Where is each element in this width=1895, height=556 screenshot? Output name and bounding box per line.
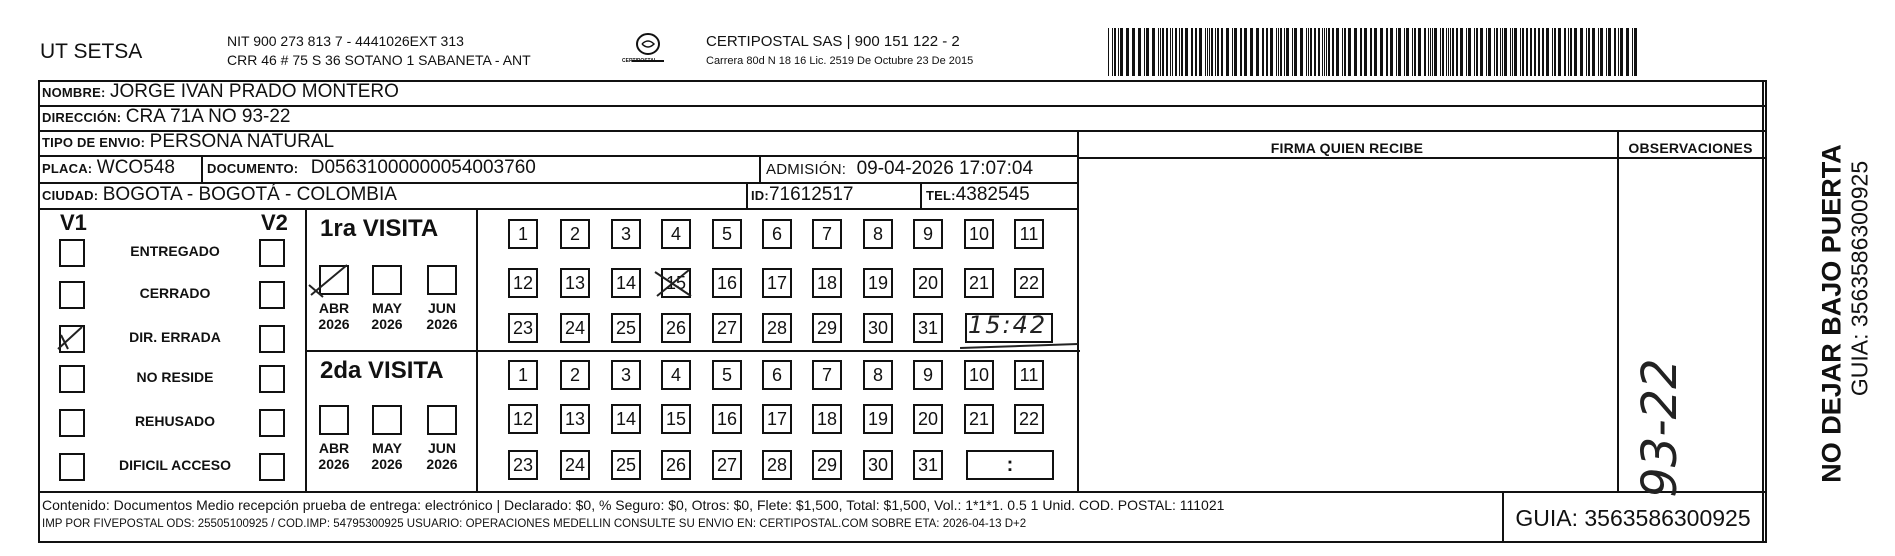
second-visit-day-box[interactable]: [863, 360, 893, 390]
side-line2: GUIA: 3563586300925: [1846, 160, 1873, 397]
month-name: ABR: [318, 440, 350, 456]
month-year: 2026: [426, 456, 458, 472]
day-number: 1: [517, 364, 528, 385]
first-visit-day-box[interactable]: [863, 268, 893, 298]
ciudad-cell: [42, 184, 397, 206]
first-visit-month-label: [365, 300, 409, 332]
status-label: CERRADO: [139, 285, 211, 301]
second-visit-day-box[interactable]: [1014, 360, 1044, 390]
v2-checkbox[interactable]: [259, 281, 285, 309]
nombre-label: NOMBRE:: [42, 85, 106, 100]
tipo-envio-label: TIPO DE ENVIO:: [42, 135, 146, 150]
day-number: 24: [564, 317, 586, 338]
day-number: 12: [512, 408, 534, 429]
day-number: 25: [615, 454, 637, 475]
day-number: 5: [721, 223, 732, 244]
barcode: [1108, 28, 1638, 76]
first-visit-day-box[interactable]: [661, 313, 691, 343]
first-visit-day-box[interactable]: [611, 219, 641, 249]
ciudad-label: CIUDAD:: [42, 188, 99, 203]
nit-line: NIT 900 273 813 7 - 4441026EXT 313: [227, 33, 464, 49]
day-number: 10: [968, 364, 990, 385]
first-visit-month-label: [312, 300, 356, 332]
side-text: [1770, 80, 1890, 543]
day-number: 29: [816, 317, 838, 338]
day-number: 9: [922, 223, 933, 244]
day-number: 8: [872, 223, 883, 244]
first-visit-day-box[interactable]: [863, 313, 893, 343]
day-number: 7: [821, 364, 832, 385]
day-number: 19: [867, 408, 889, 429]
day-number: 15: [665, 272, 687, 293]
first-visit-month-checkbox[interactable]: [319, 265, 349, 295]
month-name: ABR: [318, 300, 350, 316]
admision-cell: [766, 158, 1033, 180]
second-visit-day-box[interactable]: [508, 360, 538, 390]
first-visit-month-checkbox[interactable]: [427, 265, 457, 295]
first-visit-time-handwritten: 15:42: [968, 311, 1048, 339]
first-visit-day-box[interactable]: [508, 313, 538, 343]
day-number: 28: [766, 454, 788, 475]
second-visit-day-box[interactable]: [611, 450, 641, 480]
direccion-value: CRA 71A NO 93-22: [125, 106, 291, 127]
v2-checkbox[interactable]: [259, 365, 285, 393]
footer-line2: IMP POR FIVEPOSTAL ODS: 25505100925 / COD.IMP: 54795300925 USUARIO: OPERACIONES MEDELLIN CONSULTE SU ENVIO EN: CERTIPOSTAL.COM SOBRE ETA: 2026-04-13 D+2: [42, 518, 1027, 530]
day-number: 19: [867, 272, 889, 293]
first-visit-month-label: [420, 300, 464, 332]
id-cell: [751, 184, 853, 206]
first-visit-day-box[interactable]: [812, 268, 842, 298]
v1-checkbox[interactable]: [59, 453, 85, 481]
status-label: ENTREGADO: [130, 243, 220, 259]
day-number: 21: [968, 272, 990, 293]
footer-line1: Contenido: Documentos Medio recepción prueba de entrega: electrónico | Declarado: $0, % Seguro: $0, Otros: $0, Flete: $1,500, Total: $1,500, Vol.: 1*1*1. 0.5 1 Unid. COD. POSTAL: 111021: [42, 497, 1225, 513]
second-visit-time-placeholder: :: [1006, 453, 1014, 476]
first-visit-day-box[interactable]: [712, 313, 742, 343]
second-visit-day-box[interactable]: [560, 404, 590, 434]
second-visit-day-box[interactable]: [712, 404, 742, 434]
day-number: 2: [569, 364, 580, 385]
second-visit-day-box[interactable]: [762, 360, 792, 390]
day-number: 13: [564, 408, 586, 429]
first-visit-day-box[interactable]: [611, 313, 641, 343]
tel-value: 4382545: [955, 184, 1030, 205]
status-label: NO RESIDE: [136, 369, 214, 385]
day-number: 22: [1018, 272, 1040, 293]
firma-header: FIRMA QUIEN RECIBE: [1270, 140, 1424, 156]
day-number: 3: [620, 364, 631, 385]
tipo-envio-value: PERSONA NATURAL: [149, 131, 335, 152]
address-line: CRR 46 # 75 S 36 SOTANO 1 SABANETA - ANT: [227, 52, 531, 68]
first-visit-day-box[interactable]: [913, 313, 943, 343]
month-name: JUN: [427, 300, 456, 316]
second-visit-day-box[interactable]: [964, 404, 994, 434]
day-number: 12: [512, 272, 534, 293]
month-name: MAY: [372, 440, 402, 456]
first-visit-day-box[interactable]: [1014, 268, 1044, 298]
day-number: 23: [512, 454, 534, 475]
placa-label: PLACA:: [42, 161, 93, 176]
month-year: 2026: [318, 456, 350, 472]
month-year: 2026: [426, 316, 458, 332]
second-visit-day-box[interactable]: [560, 450, 590, 480]
id-value: 71612517: [768, 184, 854, 205]
day-number: 20: [917, 408, 939, 429]
second-visit-day-box[interactable]: [611, 404, 641, 434]
second-visit-month-label: [312, 440, 356, 472]
day-number: 17: [766, 272, 788, 293]
month-year: 2026: [318, 316, 350, 332]
day-number: 11: [1019, 223, 1039, 244]
placa-cell: [42, 157, 175, 179]
observation-handwritten: 93-22: [1632, 358, 1688, 498]
first-visit-day-box[interactable]: [762, 268, 792, 298]
status-label: DIR. ERRADA: [129, 329, 221, 345]
first-visit-day-box[interactable]: [1014, 219, 1044, 249]
first-visit-day-box[interactable]: [812, 219, 842, 249]
second-visit-month-checkbox[interactable]: [319, 405, 349, 435]
second-visit-month-label: [420, 440, 464, 472]
first-visit-day-box[interactable]: [712, 219, 742, 249]
first-visit-day-box[interactable]: [964, 268, 994, 298]
second-visit-day-box[interactable]: [913, 360, 943, 390]
status-label: REHUSADO: [134, 413, 216, 429]
first-visit-title: 1ra VISITA: [320, 215, 439, 242]
day-number: 2: [569, 223, 580, 244]
first-visit-day-box[interactable]: [913, 268, 943, 298]
company-name: UT SETSA: [40, 40, 143, 63]
second-visit-day-box[interactable]: [508, 404, 538, 434]
direccion-label: DIRECCIÓN:: [42, 110, 122, 125]
v2-checkbox[interactable]: [259, 409, 285, 437]
second-visit-day-box[interactable]: [560, 360, 590, 390]
day-number: 6: [771, 223, 782, 244]
logo-caption: CERTIPOSTAL: [622, 58, 657, 64]
first-visit-day-box[interactable]: [611, 268, 641, 298]
day-number: 6: [771, 364, 782, 385]
admision-value: 09-04-2026 17:07:04: [856, 158, 1034, 179]
second-visit-day-box[interactable]: [1014, 404, 1044, 434]
month-name: MAY: [372, 300, 402, 316]
month-name: JUN: [427, 440, 456, 456]
day-number: 27: [716, 317, 738, 338]
second-visit-day-box[interactable]: [712, 450, 742, 480]
first-visit-day-box[interactable]: [560, 313, 590, 343]
v2-header: V2: [261, 210, 288, 235]
first-visit-day-box[interactable]: [812, 313, 842, 343]
v1-checkbox[interactable]: [59, 281, 85, 309]
day-number: 31: [917, 454, 939, 475]
footer-guia: GUIA: 3563586300925: [1515, 505, 1751, 531]
second-visit-day-box[interactable]: [812, 360, 842, 390]
tel-label: TEL:: [926, 188, 956, 203]
day-number: 22: [1018, 408, 1040, 429]
day-number: 30: [867, 454, 889, 475]
day-number: 24: [564, 454, 586, 475]
second-visit-day-box[interactable]: [812, 404, 842, 434]
day-number: 20: [917, 272, 939, 293]
day-number: 31: [917, 317, 939, 338]
nombre-row: [42, 81, 399, 103]
day-number: 15: [665, 408, 687, 429]
second-visit-day-box[interactable]: [712, 360, 742, 390]
second-visit-day-box[interactable]: [611, 360, 641, 390]
second-visit-day-box[interactable]: [913, 450, 943, 480]
day-number: 16: [716, 408, 738, 429]
day-number: 16: [716, 272, 738, 293]
v2-checkbox[interactable]: [259, 325, 285, 353]
documento-cell: [207, 157, 536, 179]
v1-checkbox[interactable]: [59, 239, 85, 267]
first-visit-day-box[interactable]: [661, 219, 691, 249]
day-number: 1: [517, 223, 528, 244]
day-cross-mark: [651, 266, 695, 302]
day-number: 21: [968, 408, 990, 429]
ciudad-value: BOGOTA - BOGOTÁ - COLOMBIA: [102, 184, 397, 205]
day-number: 14: [615, 272, 637, 293]
second-visit-day-box[interactable]: [661, 404, 691, 434]
day-number: 25: [615, 317, 637, 338]
second-visit-day-box[interactable]: [661, 450, 691, 480]
second-visit-day-box[interactable]: [863, 450, 893, 480]
v2-checkbox[interactable]: [259, 453, 285, 481]
day-number: 3: [620, 223, 631, 244]
day-number: 28: [766, 317, 788, 338]
first-visit-day-box[interactable]: [863, 219, 893, 249]
second-visit-day-box[interactable]: [913, 404, 943, 434]
second-visit-month-label: [365, 440, 409, 472]
v2-checkbox[interactable]: [259, 239, 285, 267]
documento-label: DOCUMENTO:: [207, 161, 299, 176]
day-number: 17: [766, 408, 788, 429]
first-visit-day-box[interactable]: [712, 268, 742, 298]
day-number: 13: [564, 272, 586, 293]
first-visit-day-box[interactable]: [964, 219, 994, 249]
second-visit-day-box[interactable]: [508, 450, 538, 480]
second-visit-month-checkbox[interactable]: [427, 405, 457, 435]
certipostal-logo-icon: [626, 30, 670, 72]
nombre-value: JORGE IVAN PRADO MONTERO: [109, 81, 399, 102]
side-line1: NO DEJAR BAJO PUERTA: [1816, 144, 1847, 483]
day-number: 30: [867, 317, 889, 338]
second-visit-day-box[interactable]: [661, 360, 691, 390]
second-visit-day-box[interactable]: [964, 360, 994, 390]
certipostal-line2: Carrera 80d N 18 16 Lic. 2519 De Octubre 23 De 2015: [706, 55, 974, 67]
day-number: 8: [872, 364, 883, 385]
first-visit-day-box[interactable]: [560, 268, 590, 298]
certipostal-line1: CERTIPOSTAL SAS | 900 151 122 - 2: [706, 33, 960, 50]
v1-header: V1: [60, 210, 87, 235]
v1-checkbox[interactable]: [59, 325, 85, 353]
day-number: 27: [716, 454, 738, 475]
tel-cell: [926, 184, 1030, 206]
first-visit-day-box[interactable]: [508, 268, 538, 298]
admision-label: ADMISIÓN:: [766, 161, 847, 178]
first-visit-day-box[interactable]: [661, 268, 691, 298]
second-visit-day-box[interactable]: [762, 404, 792, 434]
first-visit-day-box[interactable]: [508, 219, 538, 249]
first-visit-month-checkbox[interactable]: [372, 265, 402, 295]
day-number: 26: [665, 454, 687, 475]
month-year: 2026: [371, 316, 403, 332]
tipo-envio-row: [42, 131, 334, 153]
second-visit-day-box[interactable]: [812, 450, 842, 480]
day-number: 11: [1019, 364, 1039, 385]
month-year: 2026: [371, 456, 403, 472]
first-visit-day-box[interactable]: [762, 219, 792, 249]
direccion-row: [42, 106, 291, 128]
id-label: ID:: [751, 188, 769, 203]
observaciones-header: OBSERVACIONES: [1628, 140, 1753, 156]
first-visit-day-box[interactable]: [913, 219, 943, 249]
status-label: DIFICIL ACCESO: [118, 457, 231, 473]
second-visit-day-box[interactable]: [863, 404, 893, 434]
first-visit-day-box[interactable]: [560, 219, 590, 249]
day-number: 18: [816, 408, 838, 429]
day-number: 10: [968, 223, 990, 244]
second-visit-title: 2da VISITA: [320, 357, 444, 384]
day-number: 23: [512, 317, 534, 338]
day-number: 7: [821, 223, 832, 244]
day-number: 26: [665, 317, 687, 338]
day-number: 18: [816, 272, 838, 293]
day-number: 4: [670, 364, 681, 385]
second-visit-time-box[interactable]: [966, 450, 1054, 480]
second-visit-day-box[interactable]: [762, 450, 792, 480]
v1-checkbox[interactable]: [59, 365, 85, 393]
documento-value: D05631000000054003760: [310, 157, 536, 178]
v1-checkbox[interactable]: [59, 409, 85, 437]
day-number: 4: [670, 223, 681, 244]
day-number: 14: [615, 408, 637, 429]
day-number: 29: [816, 454, 838, 475]
placa-value: WCO548: [96, 157, 175, 178]
second-visit-month-checkbox[interactable]: [372, 405, 402, 435]
day-number: 9: [922, 364, 933, 385]
day-number: 5: [721, 364, 732, 385]
first-visit-day-box[interactable]: [762, 313, 792, 343]
